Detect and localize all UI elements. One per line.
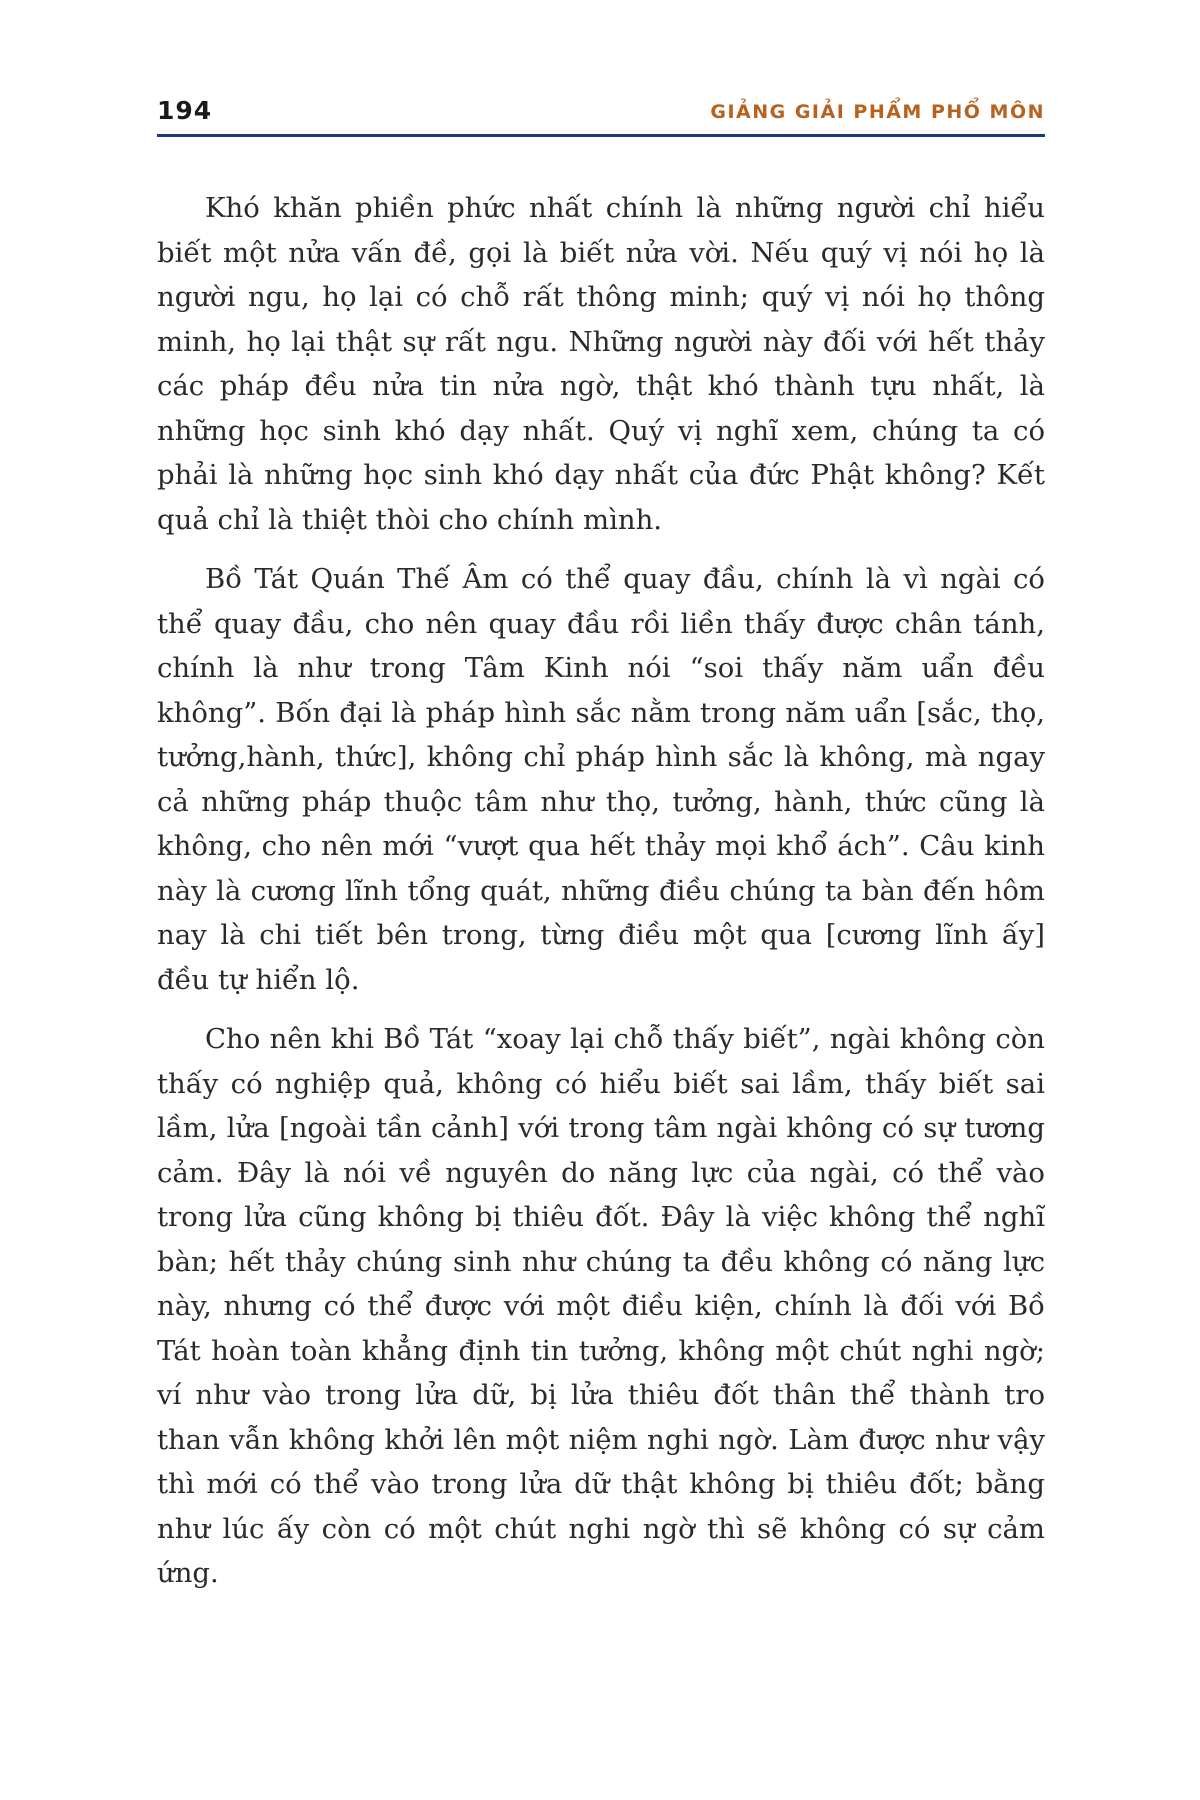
header-divider bbox=[157, 134, 1045, 137]
paragraph-3: Cho nên khi Bồ Tát “xoay lại chỗ thấy biết”, ngài không còn thấy có nghiệp quả, không có hiểu biết sai lầm, thấy biết sai lầm, lửa [ngoài tần cảnh] với trong tâm ngài không có sự tương cảm. Đây là nói về nguyên do năng lực của ngài, có thể vào trong lửa cũng không bị thiêu đốt. Đây là việc không thể nghĩ bàn; hết thảy chúng sinh như chúng ta đều không có năng lực này, nhưng có thể được với một điều kiện, chính là đối với Bồ Tát hoàn toàn khẳng định tin tưởng, không một chút nghi ngờ; ví như vào trong lửa dữ, bị lửa thiêu đốt thân thể thành tro than vẫn không khởi lên một niệm nghi ngờ. Làm được như vậy thì mới có thể vào trong lửa dữ thật không bị thiêu đốt; bằng như lúc ấy còn có một chút nghi ngờ thì sẽ không có sự cảm ứng. bbox=[157, 1023, 1045, 1589]
running-title: GIẢNG GIẢI PHẨM PHỔ MÔN bbox=[710, 101, 1045, 123]
paragraph-1: Khó khăn phiền phức nhất chính là những người chỉ hiểu biết một nửa vấn đề, gọi là biết nửa vời. Nếu quý vị nói họ là người ngu, họ lại có chỗ rất thông minh; quý vị nói họ thông minh, họ lại thật sự rất ngu. Những người này đối với hết thảy các pháp đều nửa tin nửa ngờ, thật khó thành tựu nhất, là những học sinh khó dạy nhất. Quý vị nghĩ xem, chúng ta có phải là những học sinh khó dạy nhất của đức Phật không? Kết quả chỉ là thiệt thòi cho chính mình. bbox=[157, 192, 1045, 536]
paragraph-2: Bồ Tát Quán Thế Âm có thể quay đầu, chính là vì ngài có thể quay đầu, cho nên quay đầu rồi liền thấy được chân tánh, chính là như trong Tâm Kinh nói “soi thấy năm uẩn đều không”. Bốn đại là pháp hình sắc nằm trong năm uẩn [sắc, thọ, tưởng,hành, thức], không chỉ pháp hình sắc là không, mà ngay cả những pháp thuộc tâm như thọ, tưởng, hành, thức cũng là không, cho nên mới “vượt qua hết thảy mọi khổ ách”. Câu kinh này là cương lĩnh tổng quát, những điều chúng ta bàn đến hôm nay là chi tiết bên trong, từng điều một qua [cương lĩnh ấy] đều tự hiển lộ. bbox=[157, 563, 1045, 996]
page-header bbox=[157, 96, 1045, 136]
page-number: 194 bbox=[157, 96, 213, 125]
body-text bbox=[157, 186, 1045, 1611]
